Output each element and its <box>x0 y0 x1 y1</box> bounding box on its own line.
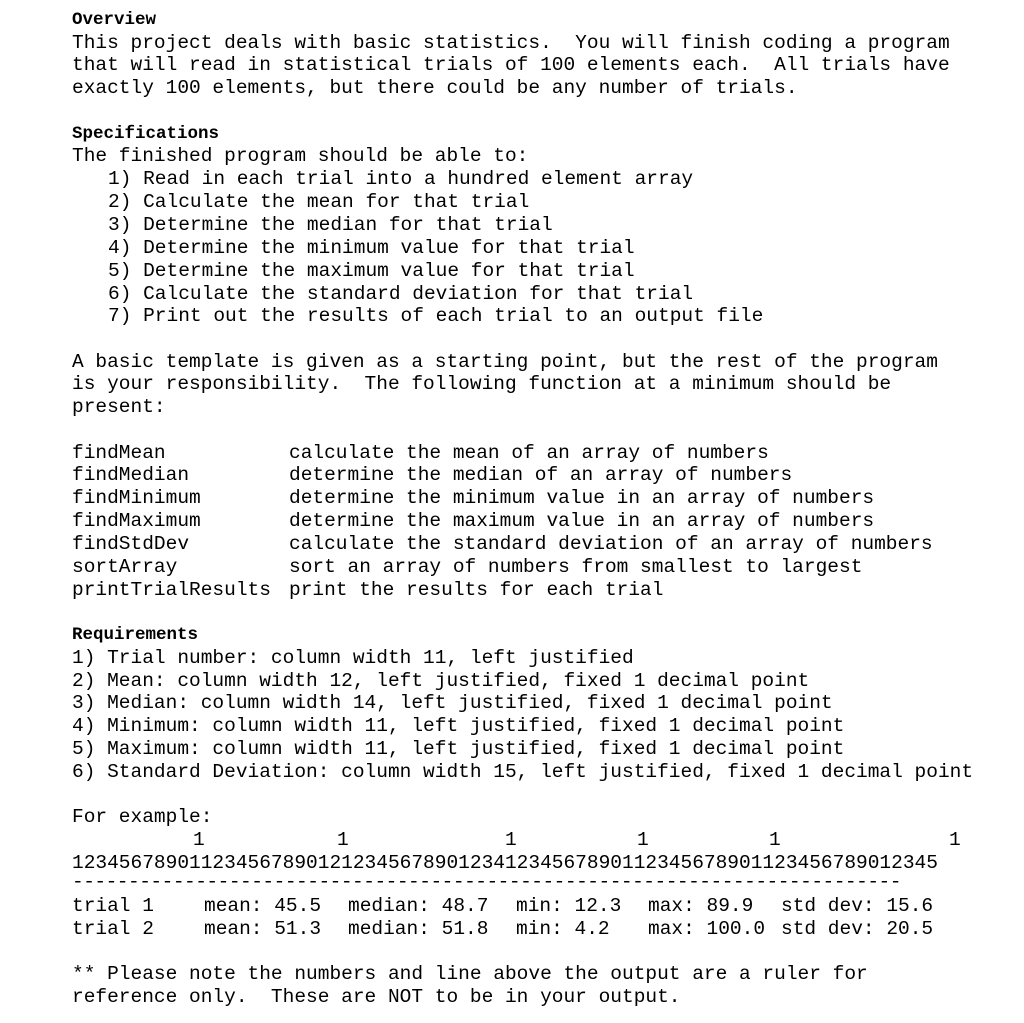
template-line: A basic template is given as a starting point, but the rest of the program <box>72 350 938 373</box>
ruler-tens-digit: 1 <box>949 829 961 852</box>
assignment-document <box>72 9 1017 1009</box>
overview-heading: Overview <box>72 10 157 30</box>
function-desc: determine the median of an array of numbers <box>289 464 793 487</box>
min-cell: min: 4.2 <box>516 917 610 940</box>
overview-line: exactly 100 elements, but there could be any number of trials. <box>72 77 798 100</box>
function-name: findMaximum <box>72 510 201 533</box>
max-cell: max: 100.0 <box>648 917 766 940</box>
note-line: ** Please note the numbers and line above the output are a ruler for <box>72 963 868 986</box>
function-row <box>72 556 1017 579</box>
ruler-ones: 12345678901123456789012123456789012341234567890112345678901123456789012345 <box>72 852 938 875</box>
requirement-item: 2) Mean: column width 12, left justified, fixed 1 decimal point <box>72 669 810 692</box>
ruler-tens-digit: 1 <box>769 829 781 852</box>
spec-item: 1) Read in each trial into a hundred element array <box>108 168 694 191</box>
mean-cell: mean: 45.5 <box>204 894 322 917</box>
function-desc: calculate the standard deviation of an array of numbers <box>289 533 933 556</box>
function-name: findMedian <box>72 464 190 487</box>
note-line: reference only. These are NOT to be in your output. <box>72 985 681 1008</box>
function-name: findStdDev <box>72 533 190 556</box>
overview-line: This project deals with basic statistics. You will finish coding a program <box>72 31 950 54</box>
trial-cell: trial 1 <box>72 894 154 917</box>
requirement-item: 3) Median: column width 14, left justified, fixed 1 decimal point <box>72 692 833 715</box>
spec-item: 5) Determine the maximum value for that trial <box>108 259 635 282</box>
function-desc: determine the maximum value in an array of numbers <box>289 510 875 533</box>
mean-cell: mean: 51.3 <box>204 917 322 940</box>
max-cell: max: 89.9 <box>648 894 754 917</box>
function-desc: print the results for each trial <box>289 578 664 601</box>
function-name: printTrialResults <box>72 578 271 601</box>
specifications-list <box>72 168 1017 328</box>
function-name: sortArray <box>72 556 178 578</box>
function-name: findMean <box>72 441 166 464</box>
function-row <box>72 442 1017 465</box>
requirement-item: 6) Standard Deviation: column width 15, left justified, fixed 1 decimal point <box>72 761 974 784</box>
spec-item: 6) Calculate the standard deviation for that trial <box>108 282 694 305</box>
requirements-heading: Requirements <box>72 625 199 646</box>
function-name: findMinimum <box>72 487 201 510</box>
ruler-tens-digit: 1 <box>337 829 349 852</box>
spec-item: 4) Determine the minimum value for that trial <box>108 236 635 259</box>
function-row <box>72 487 1017 510</box>
function-row <box>72 464 1017 487</box>
template-line: present: <box>72 396 166 419</box>
function-desc: calculate the mean of an array of numbers <box>289 441 769 464</box>
ruler-tens-digit: 1 <box>637 829 649 852</box>
spec-item: 7) Print out the results of each trial to an output file <box>108 305 764 328</box>
functions-table <box>72 442 1017 602</box>
function-desc: determine the minimum value in an array of numbers <box>289 487 875 510</box>
spec-item: 2) Calculate the mean for that trial <box>108 190 530 213</box>
trial-cell: trial 2 <box>72 917 154 940</box>
example-label: For example: <box>72 806 213 829</box>
specifications-heading: Specifications <box>72 123 220 144</box>
specifications-intro: The finished program should be able to: <box>72 145 529 168</box>
median-cell: median: 51.8 <box>348 917 489 940</box>
function-desc: sort an array of numbers from smallest to largest <box>289 556 863 578</box>
ruler-tens <box>72 829 1017 852</box>
stddev-cell: std dev: 15.6 <box>781 894 934 917</box>
ruler-tens-digit: 1 <box>505 829 517 852</box>
requirement-item: 4) Minimum: column width 11, left justified, fixed 1 decimal point <box>72 715 845 738</box>
ruler-divider: -------------------------------------------------------------------------- <box>72 874 901 889</box>
example-output-row <box>72 918 1017 941</box>
overview-line: that will read in statistical trials of 100 elements each. All trials have <box>72 54 950 77</box>
requirement-item: 1) Trial number: column width 11, left justified <box>72 646 634 669</box>
function-row <box>72 533 1017 556</box>
ruler-tens-digit: 1 <box>193 829 205 852</box>
function-row <box>72 510 1017 533</box>
spec-item: 3) Determine the median for that trial <box>108 213 553 236</box>
min-cell: min: 12.3 <box>516 894 622 917</box>
stddev-cell: std dev: 20.5 <box>781 917 934 940</box>
template-line: is your responsibility. The following function at a minimum should be <box>72 373 892 396</box>
requirement-item: 5) Maximum: column width 11, left justified, fixed 1 decimal point <box>72 738 845 761</box>
function-row <box>72 579 1017 602</box>
median-cell: median: 48.7 <box>348 894 489 917</box>
example-output-row <box>72 895 1017 918</box>
